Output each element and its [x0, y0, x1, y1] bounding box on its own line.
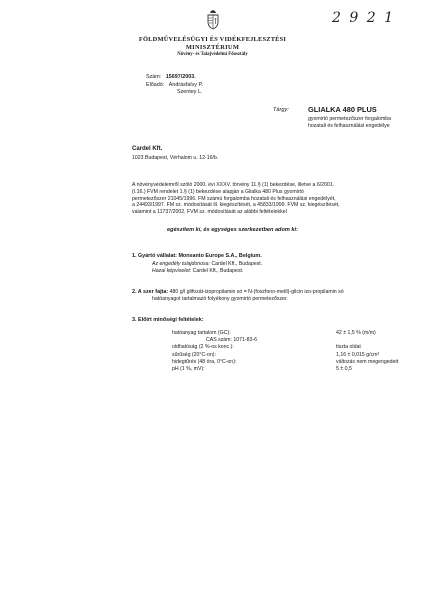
property-label: pH (1 %, mV): — [172, 366, 205, 373]
property-value: 1,16 ± 0,015 g/cm³ — [336, 351, 380, 358]
number-value: 15697/2003. — [165, 74, 196, 80]
owner-label: Az engedély tulajdonosa: — [152, 261, 210, 267]
representative-value: Cardel Kft., Budapest. — [192, 268, 244, 274]
owner-value: Cardel Kft., Budapest. — [211, 261, 263, 267]
property-value: 42 ± 1,5 % (m/m) — [336, 330, 376, 336]
table-row — [172, 344, 398, 351]
section2-title: 2. A szer fajta: — [132, 289, 169, 295]
property-value: 5 ± 0,5 — [336, 366, 352, 373]
intro-line4: a 24493/1997. FM sz. módosítását ill. kiegészítését, a 45833/1999. FVM sz. kiegészítését, — [132, 202, 340, 209]
section2-text2: hatóanyagot tartalmazó folyékony gyomirtó permetezőszer. — [152, 295, 288, 302]
subject-label: Tárgy: — [273, 107, 289, 113]
clerk-value: Andrásfalvy P. — [168, 82, 203, 88]
subject-description — [308, 116, 418, 129]
ministry-name-line1: FÖLDMŰVELÉSÜGYI ÉS VIDÉKFEJLESZTÉSI — [138, 36, 287, 43]
ministry-name-line2: MINISZTÉRIUM — [185, 44, 240, 51]
property-label: CAS szám: 1071-83-6 — [206, 337, 258, 344]
property-label: sűrűség (20°C-on): — [172, 351, 216, 358]
property-label: hatóanyag tartalom (GC): — [172, 330, 231, 336]
subject-line1: gyomirtó permetezőszer forgalomba — [308, 116, 392, 122]
clerk — [146, 82, 203, 89]
table-row — [172, 337, 398, 344]
intro-line1: A növényvédelemről szóló 2000. évi XXXV. törvény 11.§ (1) bekezdése, illetve a 6/2001. — [132, 182, 335, 188]
section3-title: 3. Előírt minőségi feltételek: — [132, 317, 204, 323]
property-value: változás nem megengedett — [336, 358, 399, 365]
addressee-address: 1023 Budapest, Vérhalom u. 12-16/b. — [132, 155, 219, 161]
section1-owner — [152, 261, 262, 268]
intro-line5: valamint a 11737/2002. FVM sz. módosítását az alábbi feltételekkel — [132, 209, 287, 216]
addressee-name: Cardel Kft. — [132, 146, 163, 152]
clerk-value-2: Szentey L. — [177, 89, 203, 95]
number-label: Szám: — [146, 74, 162, 80]
section2-text1: 480 g/l glifozát-izopropilamin só = N-(foszfono-metil)-glicin izo-propilamin só — [169, 289, 344, 295]
table-row — [172, 359, 398, 366]
intro-line3: permetezőszer 21045/1996. FM számú forgalomba hozatali és felhasználási engedélyét, — [132, 195, 336, 202]
coat-of-arms-icon — [206, 10, 220, 30]
property-value: tiszta oldat — [336, 344, 361, 351]
table-row — [172, 352, 398, 359]
intro-line2: (I.16.) FVM rendelet 1.§ (1) bekezdése alapján a Glialka 480 Plus gyomirtó — [132, 188, 304, 195]
subject-title: GLIALKA 480 PLUS — [308, 105, 377, 114]
table-row — [172, 366, 398, 373]
property-label: oldhatóság (2 %-os konc.): — [172, 344, 234, 351]
table-row — [172, 330, 398, 337]
subject-line2: hozatali és felhasználási engedélye — [308, 122, 390, 129]
representative-label: Hazai képviselet: — [152, 268, 192, 274]
section2 — [132, 289, 407, 303]
handwritten-number: 2 9 2 1 — [332, 10, 395, 26]
quality-table — [172, 330, 398, 373]
clerk-label: Előadó: — [146, 82, 165, 88]
section1-representative — [152, 268, 243, 275]
resolution-text: egészítem ki, és egységes szerkezetben adom ki: — [167, 227, 298, 233]
property-value — [336, 337, 398, 344]
section1-title: 1. Gyártó vállalat: Monsanto Europe S.A., Belgium. — [132, 253, 262, 259]
department-name: Növény- és Talajvédelmi Főosztály — [177, 52, 248, 57]
property-label: hidegtűrés (48 óra, 0°C-on): — [172, 358, 237, 365]
reference-number — [146, 74, 196, 81]
intro-paragraph — [132, 182, 404, 216]
